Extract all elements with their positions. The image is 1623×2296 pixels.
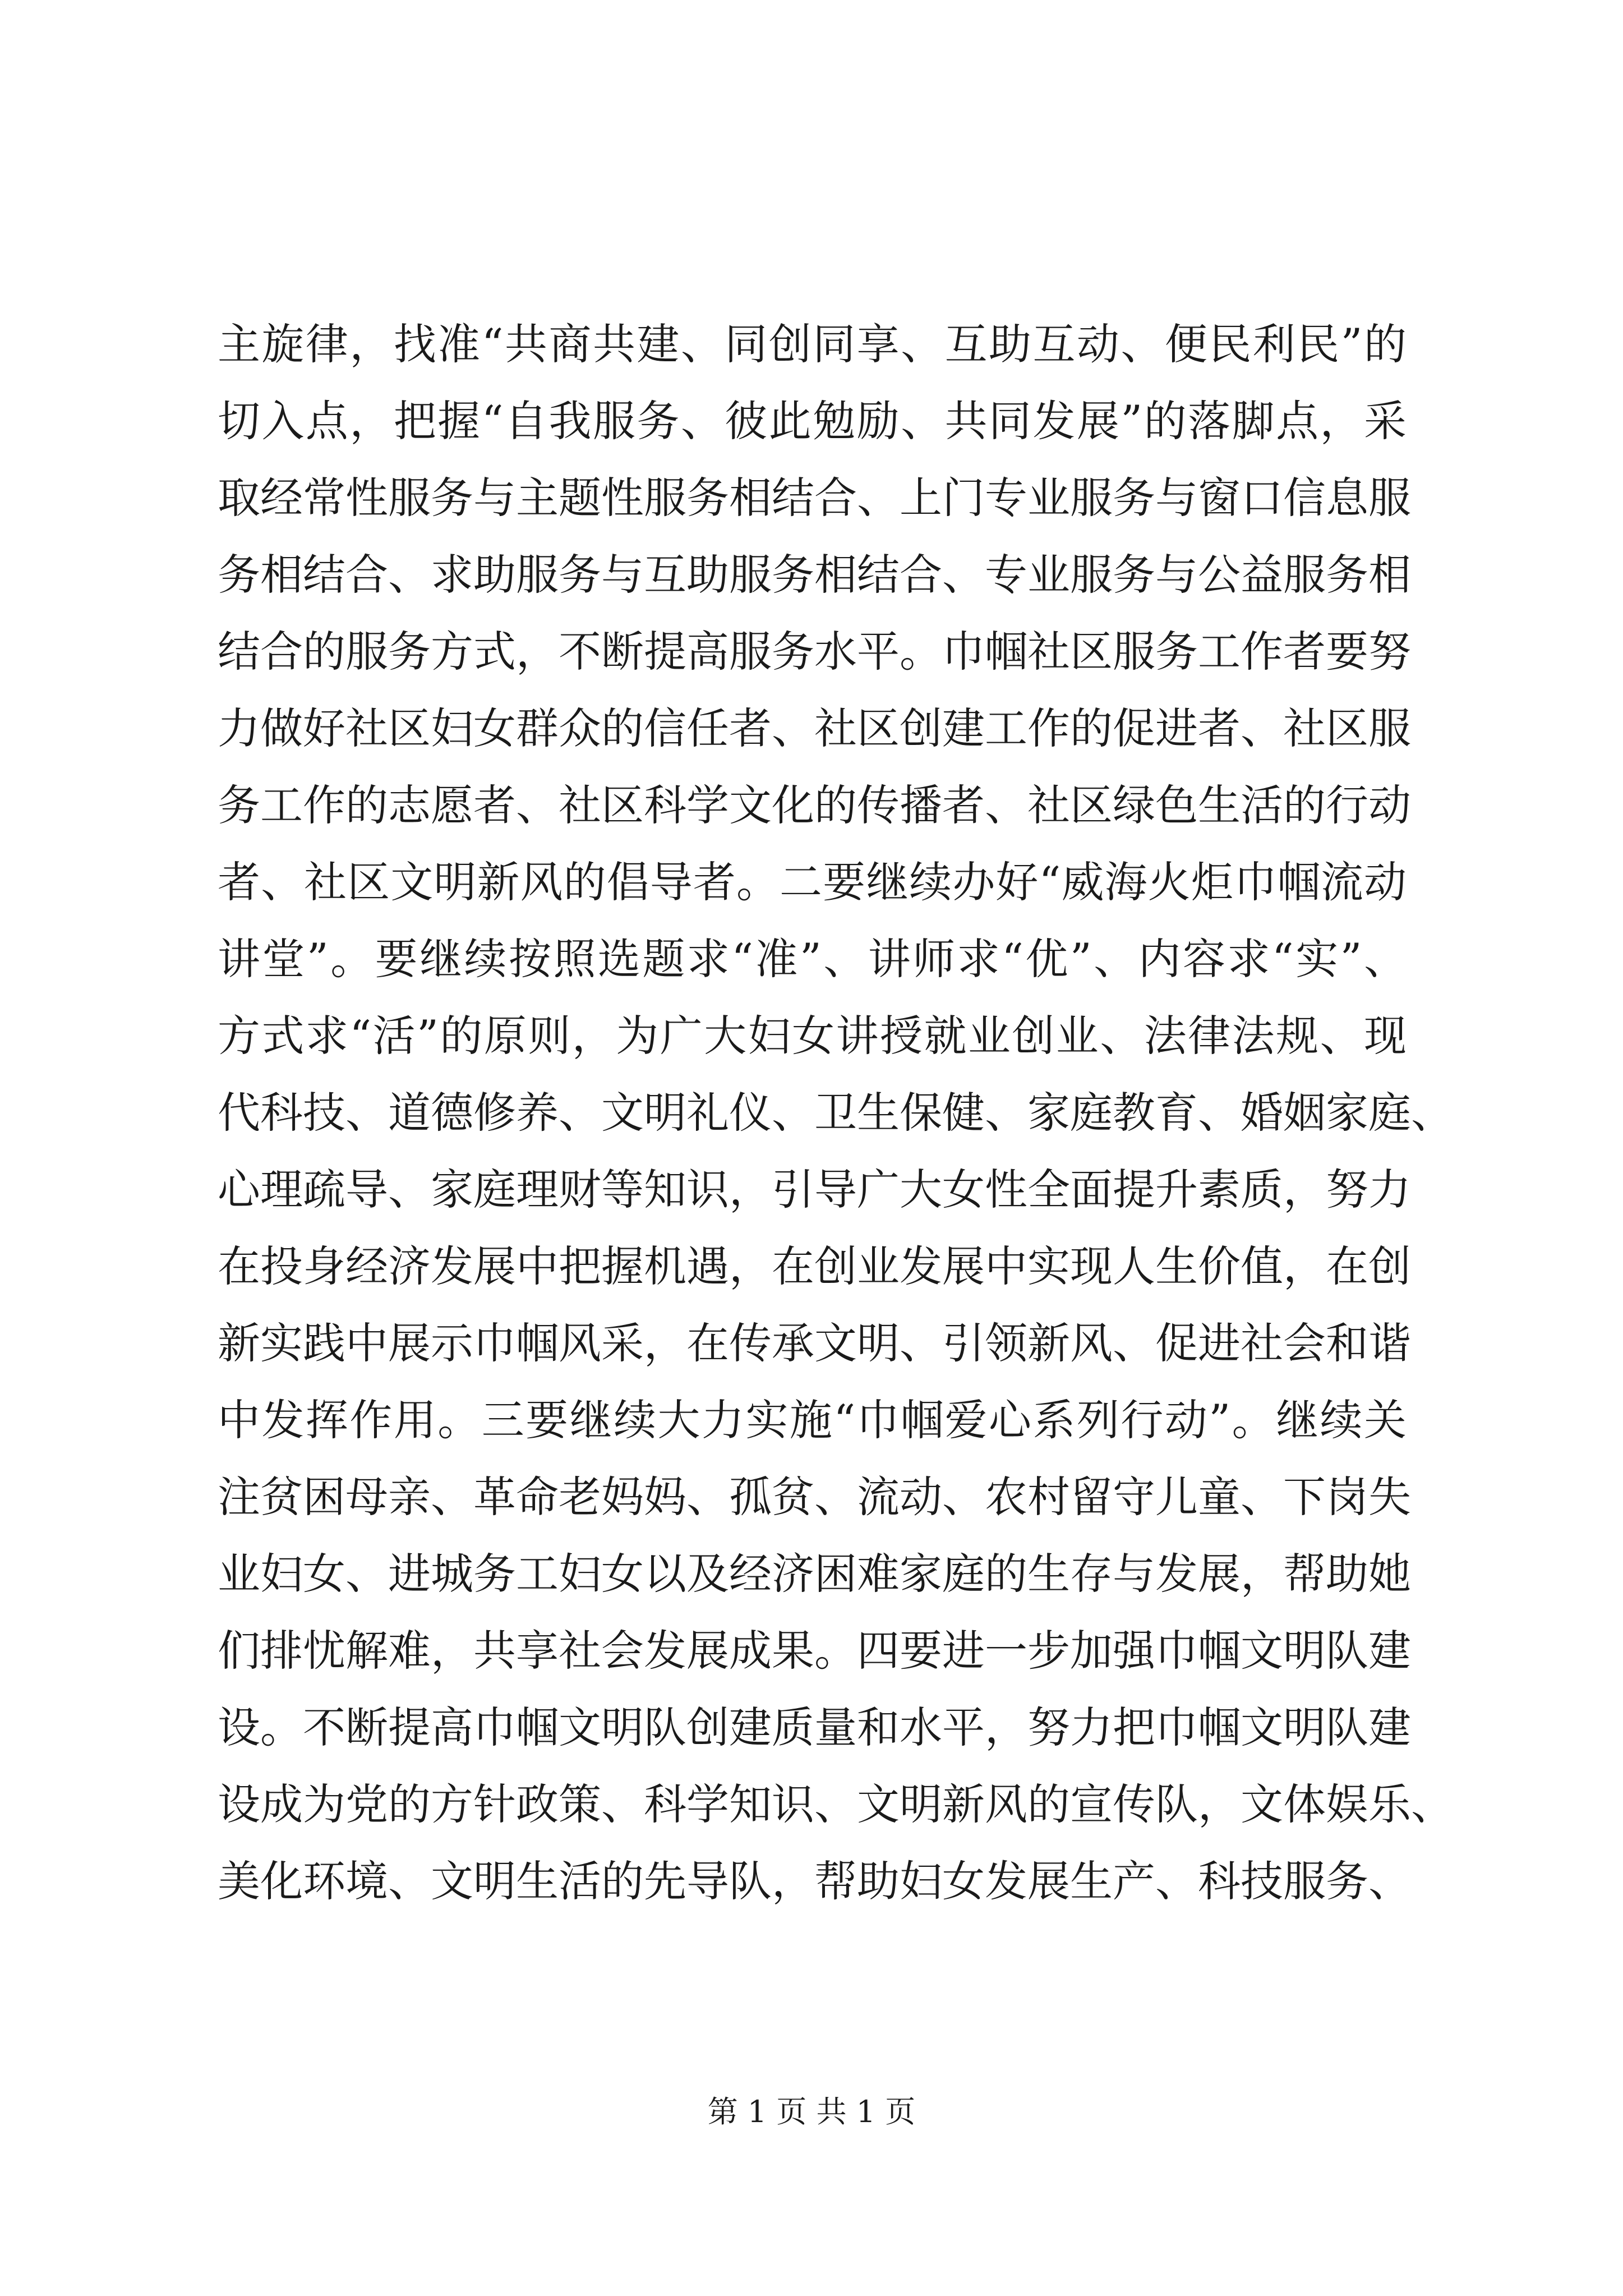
body-line: 设。不断提高巾帼文明队创建质量和水平，努力把巾帼文明队建 (218, 1703, 1411, 1752)
body-line: 在投身经济发展中把握机遇，在创业发展中实现人生价值，在创 (218, 1241, 1411, 1291)
body-line: 者、社区文明新风的倡导者。二要继续办好“威海火炬巾帼流动 (218, 857, 1407, 907)
body-line: 主旋律，找准“共商共建、同创同享、互助互动、便民利民”的 (218, 319, 1407, 369)
body-line: 切入点，把握“自我服务、彼此勉励、共同发展”的落脚点，采 (218, 396, 1407, 446)
body-line: 业妇女、进城务工妇女以及经济困难家庭的生存与发展，帮助她 (218, 1549, 1411, 1599)
body-line: 中发挥作用。三要继续大力实施“巾帼爱心系列行动”。继续关 (218, 1395, 1407, 1445)
body-line: 新实践中展示巾帼风采，在传承文明、引领新风、促进社会和谐 (218, 1318, 1411, 1368)
body-line: 务相结合、求助服务与互助服务相结合、专业服务与公益服务相 (218, 550, 1411, 600)
body-line: 注贫困母亲、革命老妈妈、孤贫、流动、农村留守儿童、下岗失 (218, 1472, 1411, 1522)
body-line: 讲堂”。要继续按照选题求“准”、讲师求“优”、内容求“实”、 (218, 934, 1407, 984)
page-number-footer: 第 1 页 共 1 页 (707, 2094, 916, 2129)
body-line: 力做好社区妇女群众的信任者、社区创建工作的促进者、社区服 (218, 703, 1411, 753)
body-line: 代科技、道德修养、文明礼仪、卫生保健、家庭教育、婚姻家庭、 (218, 1088, 1454, 1138)
body-line: 们排忧解难，共享社会发展成果。四要进一步加强巾帼文明队建 (218, 1626, 1411, 1676)
body-line: 取经常性服务与主题性服务相结合、上门专业服务与窗口信息服 (218, 473, 1411, 523)
body-line: 结合的服务方式，不断提高服务水平。巾帼社区服务工作者要努 (218, 627, 1411, 677)
body-line: 心理疏导、家庭理财等知识，引导广大女性全面提升素质，努力 (218, 1165, 1411, 1214)
body-line: 方式求“活”的原则，为广大妇女讲授就业创业、法律法规、现 (218, 1011, 1407, 1061)
body-line: 美化环境、文明生活的先导队，帮助妇女发展生产、科技服务、 (218, 1856, 1411, 1906)
body-line: 务工作的志愿者、社区科学文化的传播者、社区绿色生活的行动 (218, 780, 1411, 830)
body-line: 设成为党的方针政策、科学知识、文明新风的宣传队，文体娱乐、 (218, 1779, 1454, 1829)
document-body (218, 306, 1454, 1920)
